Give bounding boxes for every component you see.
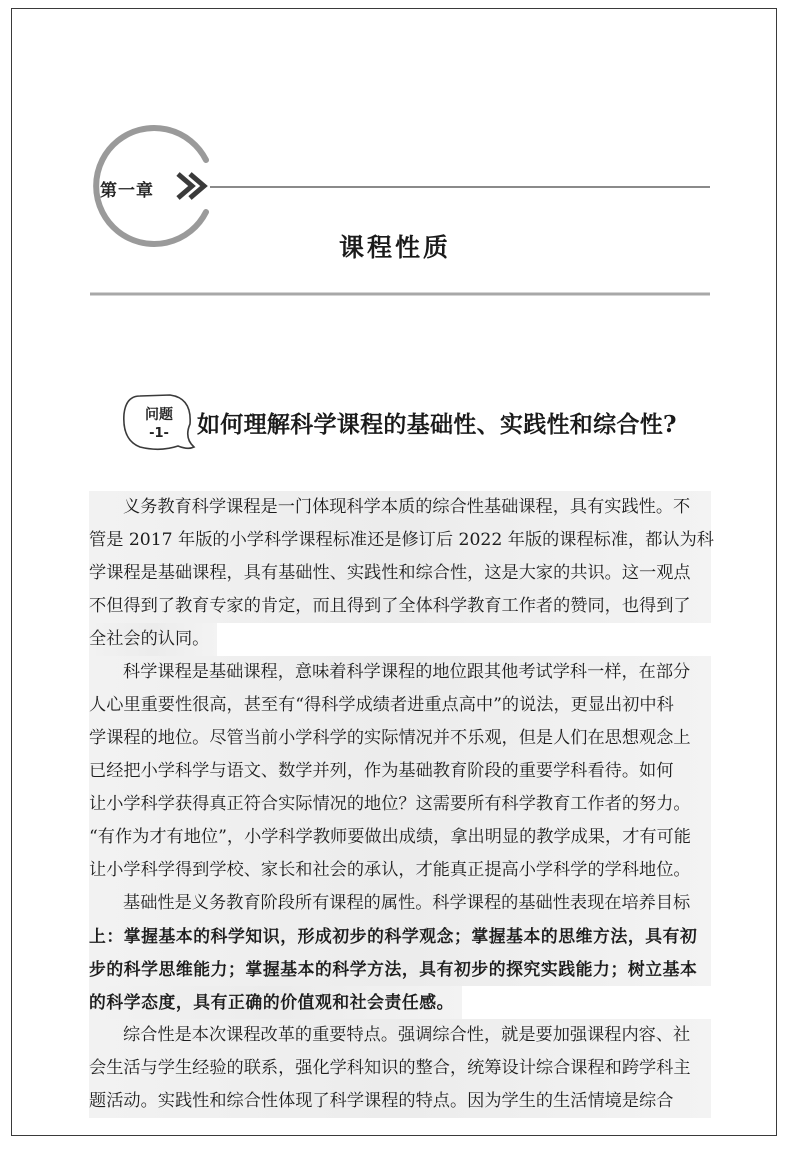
paragraph-line: 科学课程是基础课程，意味着科学课程的地位跟其他考试学科一样，在部分 bbox=[89, 656, 711, 689]
body-text bbox=[89, 491, 714, 1118]
chapter-label: 第一章 bbox=[100, 181, 154, 201]
paragraph-line: 上：掌握基本的科学知识，形成初步的科学观念；掌握基本的思维方法，具有初 bbox=[89, 920, 711, 953]
chevron-right-icon bbox=[178, 174, 192, 198]
chapter-title: 课程性质 bbox=[338, 233, 451, 262]
paragraph-line: 让小学科学得到学校、家长和社会的承认，才能真正提高小学科学的学科地位。 bbox=[89, 854, 711, 887]
question-title: 如何理解科学课程的基础性、实践性和综合性? bbox=[197, 411, 677, 438]
paragraph-line: 综合性是本次课程改革的重要特点。强调综合性，就是要加强课程内容、社 bbox=[89, 1019, 711, 1052]
paragraph-line: 管是 2017 年版的小学科学课程标准还是修订后 2022 年版的课程标准，都认为科 bbox=[89, 524, 711, 557]
paragraph-line: 不但得到了教育专家的肯定，而且得到了全体科学教育工作者的赞同，也得到了 bbox=[89, 590, 711, 623]
paragraph-line: 让小学科学获得真正符合实际情况的地位？这需要所有科学教育工作者的努力。 bbox=[89, 788, 711, 821]
paragraph-line: “有作为才有地位”，小学科学教师要做出成绩，拿出明显的教学成果，才有可能 bbox=[89, 821, 711, 854]
paragraph-line: 学课程是基础课程，具有基础性、实践性和综合性，这是大家的共识。这一观点 bbox=[89, 557, 711, 590]
paragraph-line: 基础性是义务教育阶段所有课程的属性。科学课程的基础性表现在培养目标 bbox=[89, 887, 711, 920]
paragraph-line: 会生活与学生经验的联系，强化学科知识的整合，统筹设计综合课程和跨学科主 bbox=[89, 1052, 711, 1085]
paragraph-line: 义务教育科学课程是一门体现科学本质的综合性基础课程，具有实践性。不 bbox=[89, 491, 711, 524]
paragraph-line: 已经把小学科学与语文、数学并列，作为基础教育阶段的重要学科看待。如何 bbox=[89, 755, 711, 788]
paragraph-line: 题活动。实践性和综合性体现了科学课程的特点。因为学生的生活情境是综合 bbox=[89, 1085, 711, 1118]
question-label: 问题 bbox=[145, 407, 173, 423]
paragraph-line: 学课程的地位。尽管当前小学科学的实际情况并不乐观，但是人们在思想观念上 bbox=[89, 722, 711, 755]
paragraph-line: 全社会的认同。 bbox=[89, 623, 217, 656]
paragraph-line: 步的科学思维能力；掌握基本的科学方法，具有初步的探究实践能力；树立基本 bbox=[89, 953, 711, 986]
paragraph-line: 的科学态度，具有正确的价值观和社会责任感。 bbox=[89, 986, 462, 1019]
paragraph-line: 人心里重要性很高，甚至有“得科学成绩者进重点高中”的说法，更显出初中科 bbox=[89, 689, 711, 722]
question-number: -1- bbox=[149, 426, 169, 441]
